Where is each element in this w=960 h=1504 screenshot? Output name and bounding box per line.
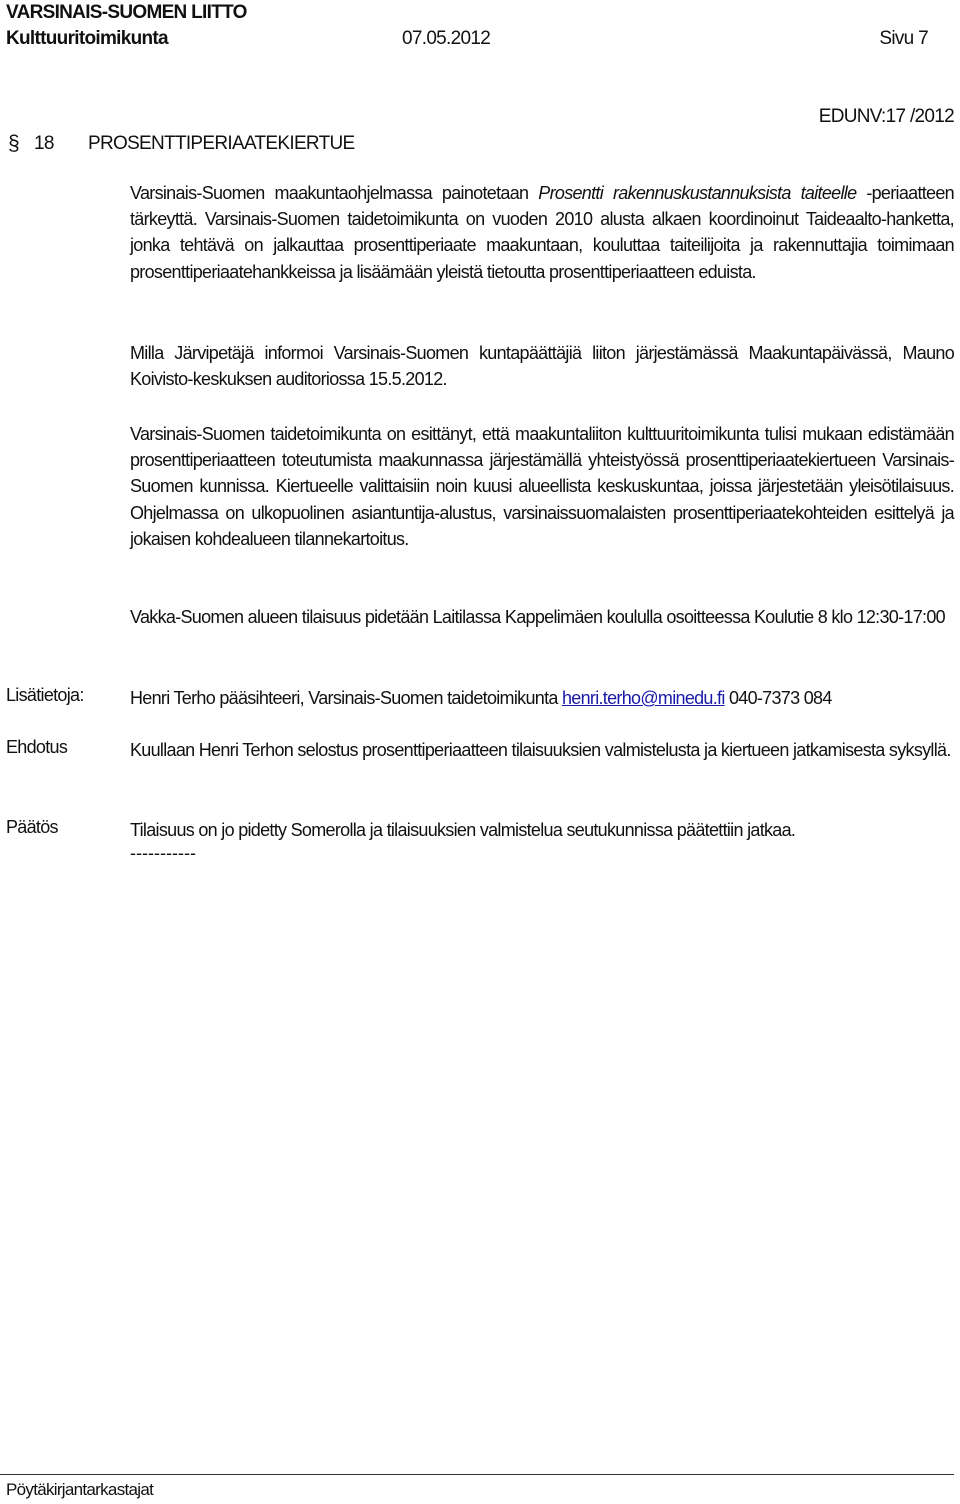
footer-rule: [0, 1474, 954, 1475]
body-paragraph-1: [130, 180, 954, 285]
footer-label: Pöytäkirjantarkastajat: [6, 1480, 154, 1499]
proposal-label: Ehdotus: [6, 737, 68, 757]
header-line: [6, 28, 928, 54]
body-paragraph-3: Varsinais-Suomen taidetoimikunta on esittänyt, että maakuntaliiton kulttuuritoimikunta tulisi mukaan edistämään prosenttiperiaatteen toteutumista maakunnassa järjestämällä yhteistyössä prosenttiperiaatekiertueen Varsinais-Suomen kunnissa. Kiertueelle valittaisiin noin kuusi alueellista keskuskuntaa, joissa järjestetään yleisötilaisuus. Ohjelmassa on ulkopuolinen asiantuntija-alustus, varsinaissuomalaisten prosenttiperiaatekohteiden esittelyä ja jokaisen kohdealueen tilannekartoitus.: [130, 424, 954, 549]
info-label: Lisätietoja:: [6, 685, 84, 705]
page-number: Sivu 7: [879, 28, 928, 49]
contact-phone: 040-7373 084: [724, 688, 832, 708]
committee-name: Kulttuuritoimikunta: [6, 28, 168, 49]
section-sign: §: [8, 132, 20, 155]
paragraph-italic-text: Prosentti rakennuskustannuksista taiteelle: [538, 183, 857, 203]
meeting-date: 07.05.2012: [402, 28, 491, 49]
item-number: 18: [34, 133, 54, 154]
body-paragraph-4: Vakka-Suomen alueen tilaisuus pidetään Laitilassa Kappelimäen koululla osoitteessa Koulutie 8 klo 12:30-17:00: [130, 607, 945, 627]
organization-name: VARSINAIS-SUOMEN LIITTO: [6, 2, 247, 23]
decision-label: Päätös: [6, 817, 58, 837]
body-paragraph-2: Milla Järvipetäjä informoi Varsinais-Suomen kuntapäättäjiä liiton järjestämässä Maakuntapäivässä, Mauno Koivisto-keskuksen auditoriossa 15.5.2012.: [130, 343, 954, 390]
contact-email-link[interactable]: henri.terho@minedu.fi: [561, 688, 725, 708]
decision-text: Tilaisuus on jo pidetty Somerolla ja tilaisuuksien valmistelua seutukunnissa päätettiin jatkaa.: [130, 820, 796, 840]
proposal-text: Kuullaan Henri Terhon selostus prosenttiperiaatteen tilaisuuksien valmistelusta ja kiertueen jatkamisesta syksyllä.: [130, 740, 951, 760]
info-text: [130, 685, 954, 711]
document-reference: EDUNV:17 /2012: [818, 106, 954, 127]
paragraph-text: Varsinais-Suomen maakuntaohjelmassa painotetaan: [130, 183, 539, 203]
item-title: PROSENTTIPERIAATEKIERTUE: [88, 133, 355, 154]
paragraph-text: -periaatteen tärkeyttä. Varsinais-Suomen taidetoimikunta on vuoden 2010 alusta alkaen koordinoinut Taideaalto-hanketta, jonka tehtävä on jalkauttaa prosenttiperiaate maakuntaan, kouluttaa taiteilijoita ja rakennuttajia toimimaan prosenttiperiaatehankkeissa ja lisäämään yleistä tietoutta prosenttiperiaatteen eduista.: [130, 183, 954, 282]
contact-person: Henri Terho pääsihteeri, Varsinais-Suomen taidetoimikunta: [130, 688, 562, 708]
end-separator: -----------: [130, 843, 196, 863]
